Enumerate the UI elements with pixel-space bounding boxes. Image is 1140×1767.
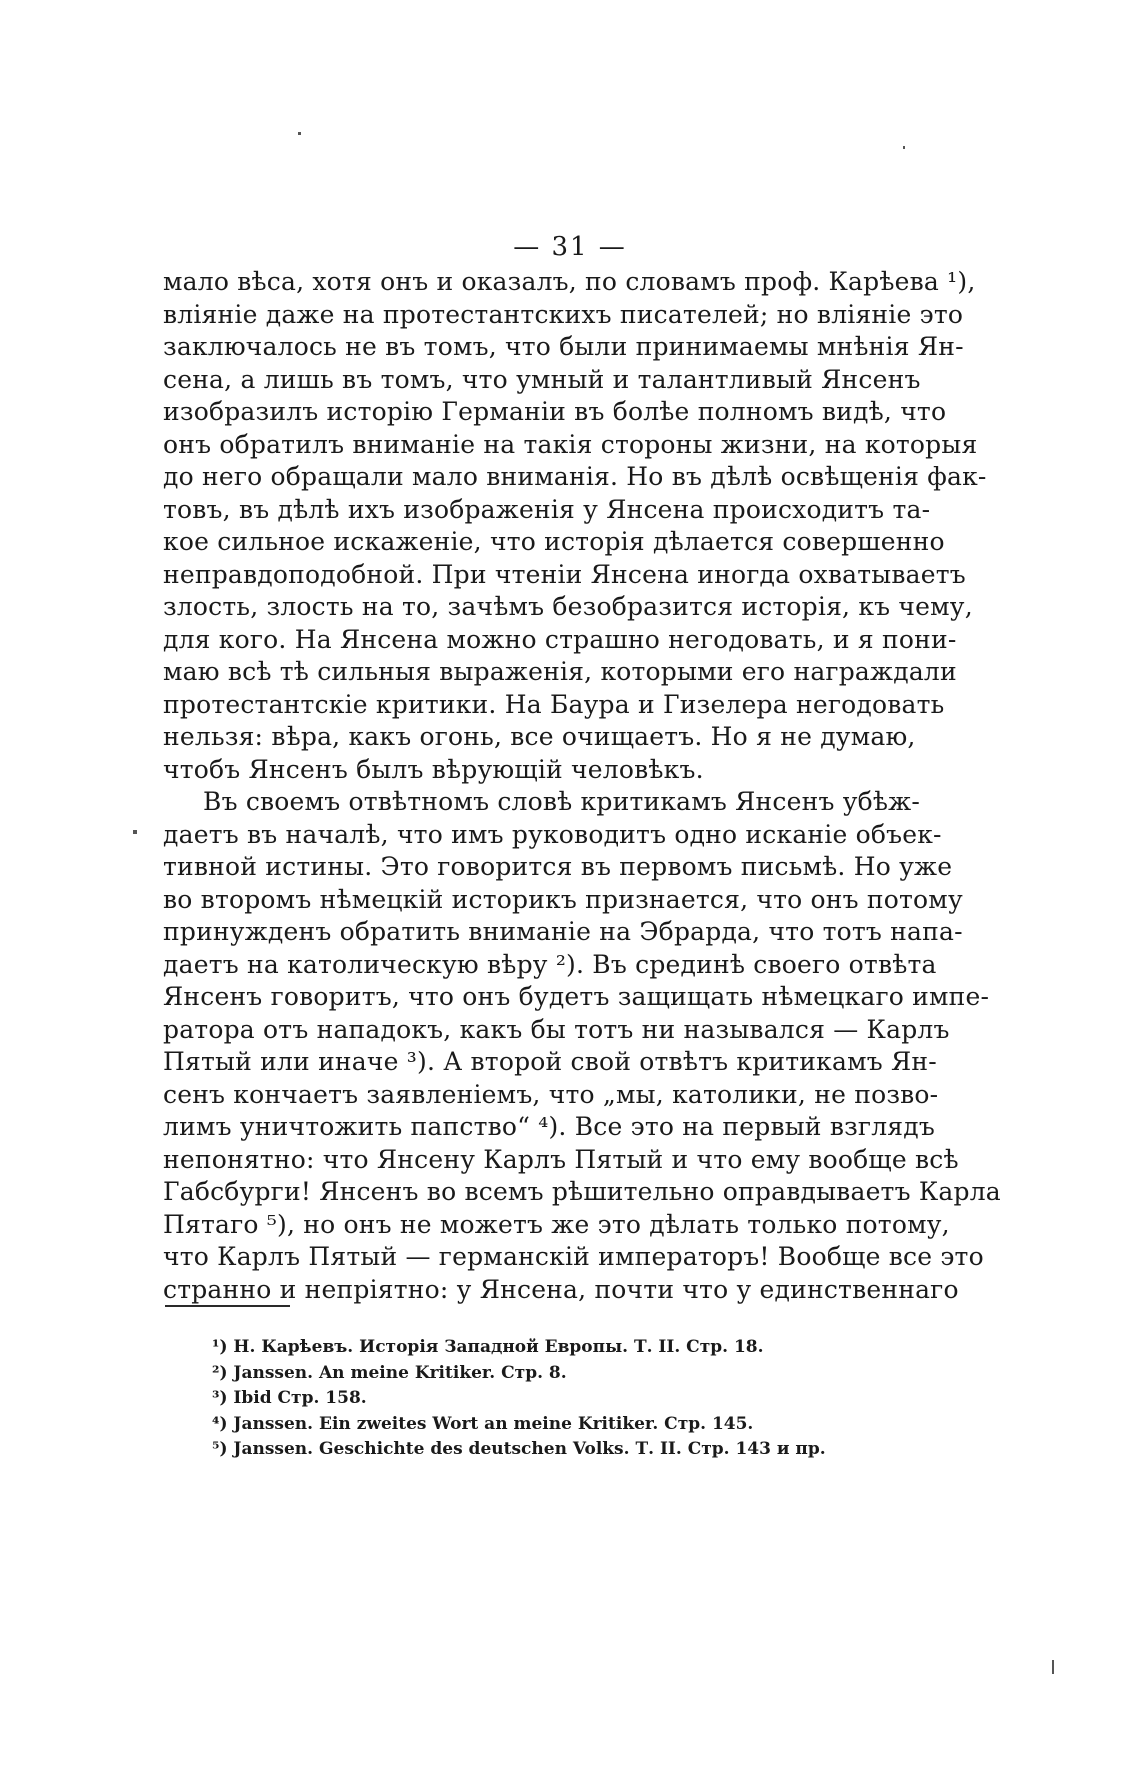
- text-line: изобразилъ исторію Германіи въ болѣе полномъ видѣ, что: [163, 397, 947, 426]
- text-line: до него обращали мало вниманія. Но въ дѣлѣ освѣщенія фак-: [163, 462, 987, 491]
- footnote-mark: ¹): [212, 1337, 228, 1357]
- footnote: [212, 1412, 912, 1438]
- scan-speck: [1052, 1660, 1054, 1674]
- text-line: ратора отъ нападокъ, какъ бы тотъ ни назывался — Карлъ: [163, 1014, 950, 1044]
- text-line: Пятый или иначе ³). А второй свой отвѣтъ критикамъ Ян-: [163, 1047, 937, 1076]
- text-line: кое сильное искаженіе, что исторія дѣлается совершенно: [163, 527, 945, 556]
- text-line: чтобъ Янсенъ былъ вѣрующій человѣкъ.: [163, 754, 704, 784]
- text-line: злость, злость на то, зачѣмъ безобразится исторія, къ чему,: [163, 592, 973, 621]
- text-line: принужденъ обратить вниманіе на Эбрарда, что тотъ напа-: [163, 917, 963, 946]
- footnote-text: Janssen. Ein zweites Wort an meine Kritiker. Стр. 145.: [233, 1413, 754, 1434]
- footnote-mark: ³): [212, 1388, 228, 1408]
- text-line: неправдоподобной. При чтеніи Янсена иногда охватываетъ: [163, 559, 966, 589]
- text-line: для кого. На Янсена можно страшно негодовать, и я пони-: [163, 624, 957, 654]
- paragraph-1: [163, 266, 987, 786]
- footnote-mark: ²): [212, 1362, 228, 1383]
- scan-speck: [298, 132, 301, 135]
- scan-speck: [903, 146, 905, 149]
- text-line: лимъ уничтожить папство“ ⁴). Все это на первый взглядъ: [163, 1112, 935, 1141]
- footnote-mark: ⁴): [212, 1413, 228, 1434]
- text-line: маю всѣ тѣ сильныя выраженія, которыми его награждали: [163, 657, 957, 686]
- footnote-text: Ibid Стр. 158.: [233, 1388, 367, 1408]
- text-line: заключалось не въ томъ, что были принимаемы мнѣнія Ян-: [163, 332, 964, 361]
- footnote-divider: [165, 1305, 290, 1307]
- text-line: мало вѣса, хотя онъ и оказалъ, по словамъ проф. Карѣева ¹),: [163, 267, 976, 296]
- text-line: даетъ въ началѣ, что имъ руководитъ одно исканіе объек-: [163, 819, 942, 849]
- text-line: онъ обратилъ вниманіе на такія стороны жизни, на которыя: [163, 429, 978, 459]
- text-line: во второмъ нѣмецкій историкъ признается, что онъ потому: [163, 884, 963, 914]
- scan-speck: [133, 830, 137, 834]
- footnotes: [212, 1335, 912, 1463]
- text-line: протестантскіе критики. На Баура и Гизелера негодовать: [163, 689, 945, 719]
- footnote-text: Janssen. Geschichte des deutschen Volks. Т. II. Стр. 143 и пр.: [233, 1439, 826, 1459]
- page-number: — 31 —: [513, 232, 627, 262]
- footnote: [212, 1361, 912, 1387]
- footnote: [212, 1335, 912, 1361]
- text-line: сенъ кончаетъ заявленіемъ, что „мы, католики, не позво-: [163, 1079, 939, 1109]
- footnote: [212, 1386, 912, 1412]
- text-line: тивной истины. Это говорится въ первомъ письмѣ. Но уже: [163, 852, 953, 881]
- text-line: нельзя: вѣра, какъ огонь, все очищаетъ. Но я не думаю,: [163, 722, 916, 751]
- text-line: Габсбурги! Янсенъ во всемъ рѣшительно оправдываетъ Карла: [163, 1177, 1001, 1206]
- text-line: даетъ на католическую вѣру ²). Въ срединѣ своего отвѣта: [163, 949, 937, 979]
- footnote-text: Н. Карѣевъ. Исторія Западной Европы. Т. II. Стр. 18.: [233, 1337, 764, 1357]
- footnote-text: Janssen. An meine Kritiker. Стр. 8.: [233, 1362, 567, 1383]
- text-line: Янсенъ говоритъ, что онъ будетъ защищать нѣмецкаго импе-: [163, 982, 990, 1011]
- text-line: непонятно: что Янсену Карлъ Пятый и что ему вообще всѣ: [163, 1144, 959, 1174]
- text-line: вліяніе даже на протестантскихъ писателей; но вліяніе это: [163, 299, 964, 329]
- text-line: Въ своемъ отвѣтномъ словѣ критикамъ Янсенъ убѣж-: [203, 787, 921, 816]
- paragraph-2: [163, 786, 1001, 1306]
- footnote: [212, 1437, 912, 1463]
- text-line: Пятаго ⁵), но онъ не можетъ же это дѣлать только потому,: [163, 1209, 950, 1239]
- footnote-mark: ⁵): [212, 1439, 228, 1459]
- text-line: странно и непріятно: у Янсена, почти что у единственнаго: [163, 1274, 959, 1304]
- text-line: что Карлъ Пятый — германскій императоръ! Вообще все это: [163, 1242, 984, 1271]
- text-line: товъ, въ дѣлѣ ихъ изображенія у Янсена происходитъ та-: [163, 494, 931, 524]
- text-line: сена, а лишь въ томъ, что умный и талантливый Янсенъ: [163, 364, 921, 394]
- body-text: [163, 266, 1001, 1306]
